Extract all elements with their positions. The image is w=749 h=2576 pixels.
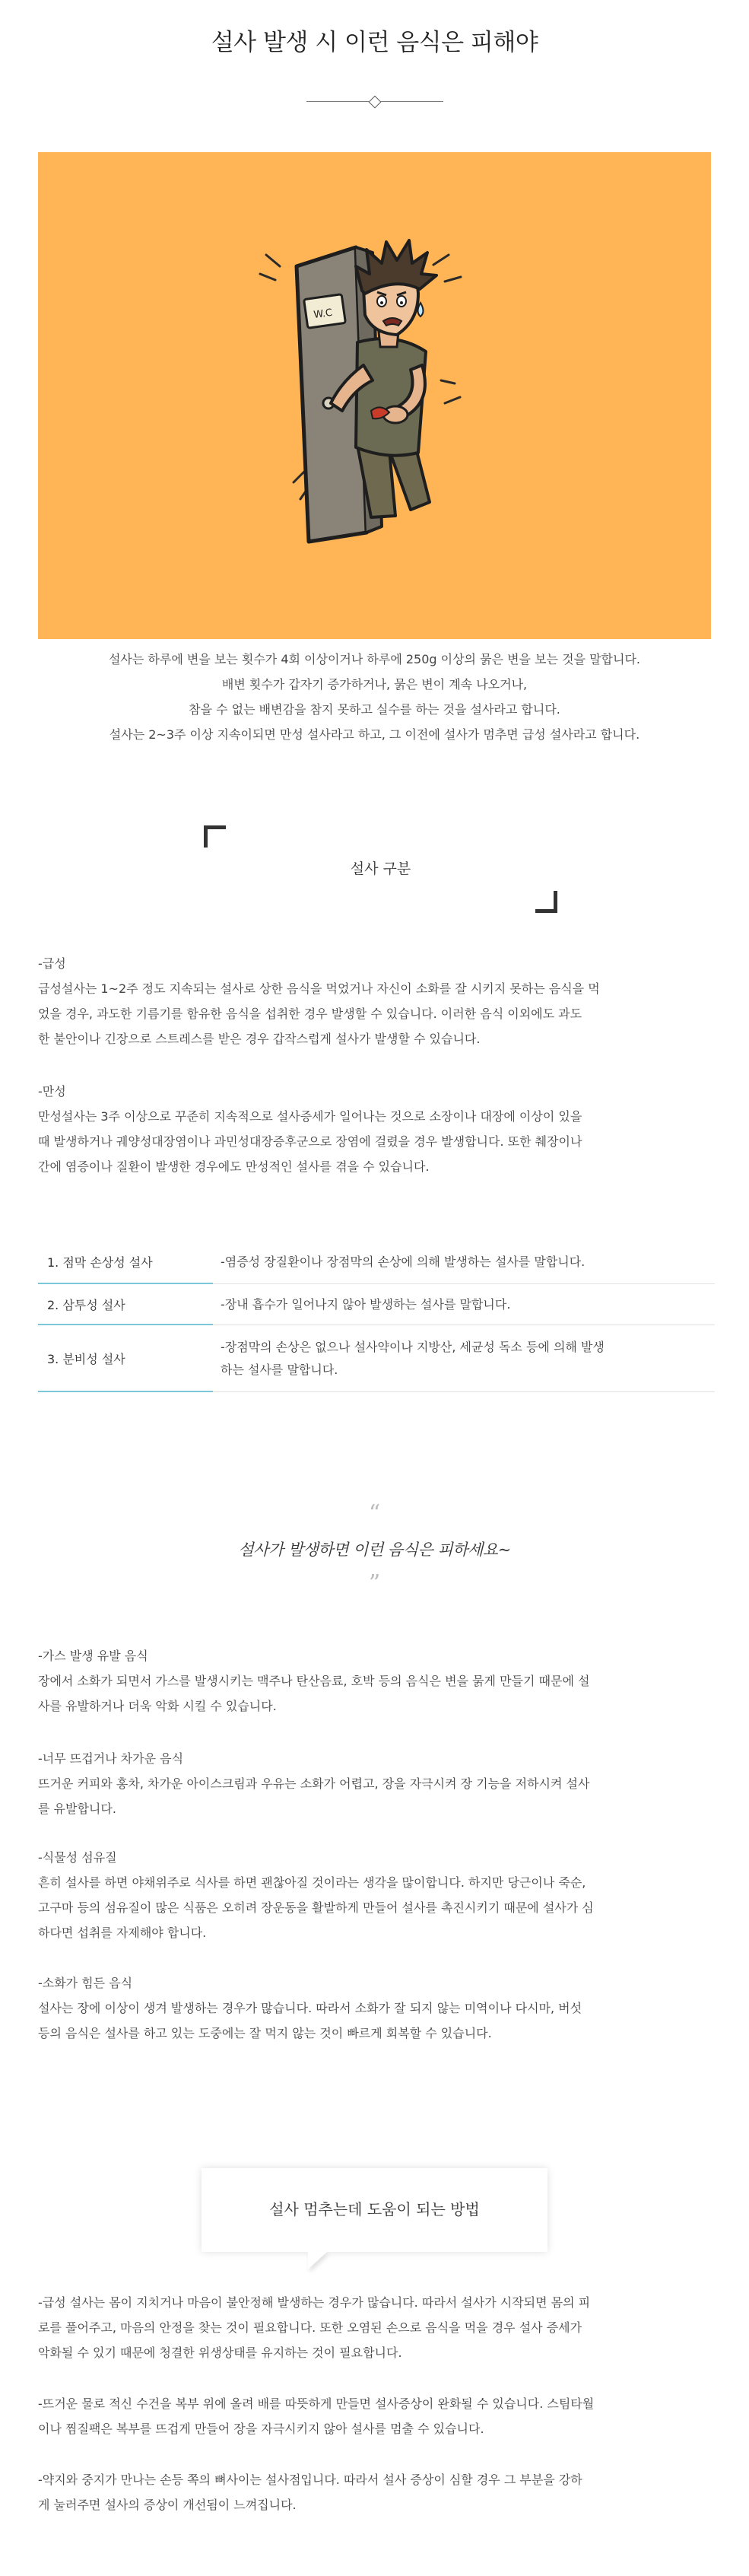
avoid-item-line: 하다면 섭취를 자제해야 합니다.: [38, 1926, 207, 1940]
table-row: [38, 1284, 715, 1325]
avoid-item: [38, 1746, 715, 1821]
acute-line: 급성설사는 1~2주 정도 지속되는 설사로 상한 음식을 먹었거나 자신이 소화를 잘 시키지 못하는 음식을 먹: [38, 981, 600, 996]
diarrhea-types-table: [38, 1240, 715, 1392]
hero-illustration: [38, 152, 711, 639]
avoid-item-label: -식물성 섬유질: [38, 1850, 117, 1865]
type-desc-line: 하는 설사를 말합니다.: [221, 1362, 338, 1377]
divider-line-left: [306, 101, 369, 102]
chronic-line: 간에 염증이나 질환이 발생한 경우에도 만성적인 설사를 겪을 수 있습니다.: [38, 1159, 430, 1174]
avoid-item: [38, 1643, 715, 1719]
chronic-line: 만성설사는 3주 이상으로 꾸준히 지속적으로 설사증세가 일어나는 것으로 소장이나 대장에 이상이 있을: [38, 1109, 582, 1124]
intro-line: 설사는 하루에 변을 보는 횟수가 4회 이상이거나 하루에 250g 이상의 묽은 변을 보는 것을 말합니다.: [108, 652, 641, 666]
chronic-line: 때 발생하거나 궤양성대장염이나 과민성대장증후군으로 장염에 걸렸을 경우 발생합니다. 또한 췌장이나: [38, 1134, 582, 1149]
door-sign-text: W.C: [313, 307, 334, 321]
type-desc-cell: [213, 1240, 715, 1284]
avoid-item-line: 설사는 장에 이상이 생겨 발생하는 경우가 많습니다. 따라서 소화가 잘 되지 않는 미역이나 다시마, 버섯: [38, 2001, 582, 2015]
man-at-restroom-door-illustration: [38, 152, 711, 639]
avoid-foods-heading-block: [0, 1500, 749, 1597]
classification-heading-box: [204, 825, 557, 913]
remedy-line: 악화될 수 있기 때문에 청결한 위생상태를 유지하는 것이 필요합니다.: [38, 2345, 402, 2360]
avoid-item: [38, 1845, 715, 1945]
intro-paragraph: [30, 647, 719, 747]
type-desc-cell: [213, 1284, 715, 1325]
table-row: [38, 1240, 715, 1284]
remedy-item: [38, 2290, 715, 2365]
avoid-item-line: 흔히 설사를 하면 야채위주로 식사를 하면 괜찮아질 것이라는 생각을 많이합니다. 하지만 당근이나 죽순,: [38, 1875, 586, 1890]
acute-line: 한 불안이나 긴장으로 스트레스를 받은 경우 갑작스럽게 설사가 발생할 수 있습니다.: [38, 1032, 481, 1046]
table-row: [38, 1325, 715, 1392]
diamond-ornament-icon: [369, 96, 382, 109]
divider-line-right: [381, 101, 443, 102]
open-quote-icon: “: [368, 1500, 381, 1527]
intro-line: 참을 수 없는 배변감을 참지 못하고 실수를 하는 것을 설사라고 합니다.: [189, 702, 560, 717]
remedy-line: -급성 설사는 몸이 지치거나 마음이 불안정해 발생하는 경우가 많습니다. 따라서 설사가 시작되면 몸의 피: [38, 2295, 591, 2310]
type-name-cell: 2. 삼투성 설사: [38, 1284, 213, 1325]
bracket-corner-top-left-icon: [204, 825, 226, 848]
intro-line: 배변 횟수가 갑자기 증가하거나, 묽은 변이 계속 나오거나,: [221, 677, 528, 692]
remedies-heading: 설사 멈추는데 도움이 되는 방법: [269, 2200, 480, 2218]
acute-label: -급성: [38, 956, 66, 971]
remedy-item: [38, 2391, 715, 2441]
chronic-label: -만성: [38, 1084, 66, 1099]
avoid-foods-heading: 설사가 발생하면 이런 음식은 피하세요~: [238, 1541, 511, 1559]
chronic-section: [38, 1079, 715, 1179]
remedy-line: -약지와 중지가 만나는 손등 쪽의 뼈사이는 설사점입니다. 따라서 설사 증상이 심할 경우 그 부분을 강하: [38, 2473, 582, 2487]
close-quote-icon: ”: [368, 1570, 381, 1597]
avoid-item-label: -가스 발생 유발 음식: [38, 1649, 148, 1663]
remedies-heading-bubble: [202, 2168, 547, 2252]
avoid-item-line: 고구마 등의 섬유질이 많은 식품은 오히려 장운동을 활발하게 만들어 설사를 촉진시키기 때문에 설사가 심: [38, 1900, 594, 1915]
remedy-line: 로를 풀어주고, 마음의 안정을 찾는 것이 필요합니다. 또한 오염된 손으로 음식을 먹을 경우 설사 증세가: [38, 2320, 582, 2335]
remedy-line: -뜨거운 물로 적신 수건을 복부 위에 올려 배를 따뜻하게 만들면 설사증상이 완화될 수 있습니다. 스팀타월: [38, 2396, 595, 2411]
page-title: 설사 발생 시 이런 음식은 피해야: [211, 29, 538, 56]
remedy-line: 게 눌러주면 설사의 증상이 개선됨이 느껴집니다.: [38, 2498, 297, 2512]
type-desc-cell: [213, 1325, 715, 1392]
type-name-cell: 3. 분비성 설사: [38, 1325, 213, 1392]
remedy-line: 이나 찜질팩은 복부를 뜨겁게 만들어 장을 자극시키지 않아 설사를 멈출 수 있습니다.: [38, 2422, 484, 2436]
avoid-item-line: 를 유발합니다.: [38, 1802, 116, 1816]
type-name-cell: 1. 점막 손상성 설사: [38, 1240, 213, 1284]
avoid-item-line: 등의 음식은 설사를 하고 있는 도중에는 잘 먹지 않는 것이 빠르게 회복할 수 있습니다.: [38, 2026, 492, 2040]
type-desc-line: -장점막의 손상은 없으나 설사약이나 지방산, 세균성 독소 등에 의해 발생: [221, 1339, 605, 1354]
intro-line: 설사는 2~3주 이상 지속이되면 만성 설사라고 하고, 그 이전에 설사가 멈추면 급성 설사라고 합니다.: [109, 727, 640, 742]
bracket-corner-bottom-right-icon: [535, 891, 557, 913]
type-desc-line: -염증성 장질환이나 장점막의 손상에 의해 발생하는 설사를 말합니다.: [221, 1254, 586, 1269]
speech-bubble-tail-icon: [308, 2251, 328, 2269]
avoid-item-line: 사를 유발하거나 더욱 악화 시킬 수 있습니다.: [38, 1699, 277, 1713]
acute-section: [38, 951, 715, 1051]
classification-heading: 설사 구분: [350, 860, 411, 877]
avoid-item-label: -너무 뜨겁거나 차가운 음식: [38, 1751, 184, 1766]
remedy-item: [38, 2467, 715, 2517]
avoid-item: [38, 1970, 715, 2046]
type-desc-line: -장내 흡수가 일어나지 않아 발생하는 설사를 말합니다.: [221, 1296, 511, 1312]
avoid-item-line: 뜨거운 커피와 홍차, 차가운 아이스크림과 우유는 소화가 어렵고, 장을 자극시켜 장 기능을 저하시켜 설사: [38, 1776, 590, 1791]
avoid-item-label: -소화가 힘든 음식: [38, 1976, 133, 1990]
acute-line: 었을 경우, 과도한 기름기를 함유한 음식을 섭취한 경우 발생할 수 있습니다. 이러한 음식 이외에도 과도: [38, 1007, 582, 1021]
title-divider: [306, 96, 443, 108]
avoid-item-line: 장에서 소화가 되면서 가스를 발생시키는 맥주나 탄산음료, 호박 등의 음식은 변을 묽게 만들기 때문에 설: [38, 1674, 590, 1688]
